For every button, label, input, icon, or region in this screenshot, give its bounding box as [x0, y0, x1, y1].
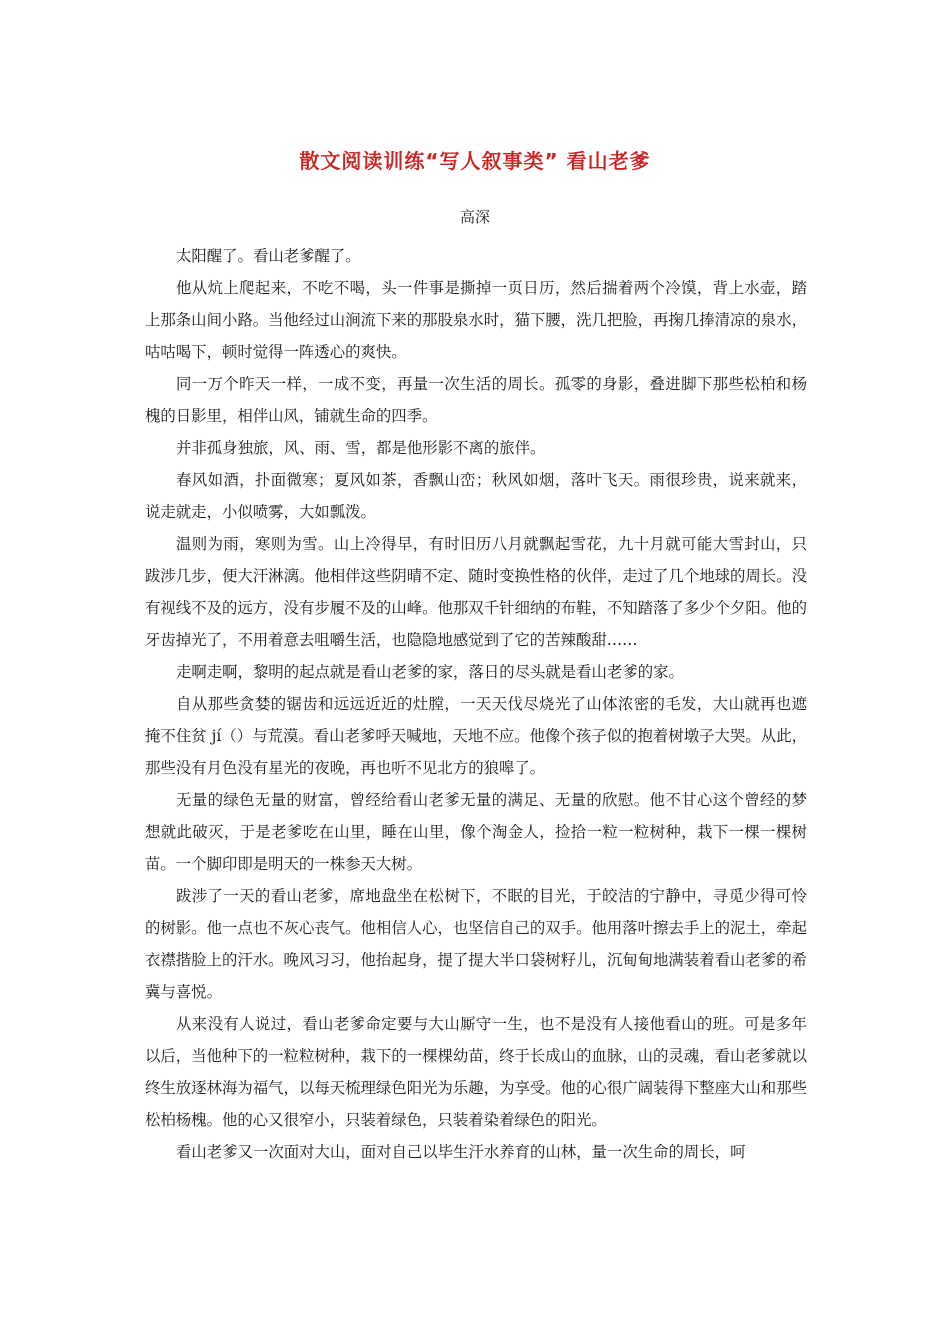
paragraph: 并非孤身独旅，风、雨、雪，都是他形影不离的旅伴。	[176, 439, 546, 457]
article-title: 散文阅读训练“写人叙事类” 看山老爹	[299, 149, 651, 173]
paragraph: 同一万个昨天一样，一成不变，再量一次生活的周长。孤零的身影，叠进脚下那些松柏和杨槐的日影里，相伴山风，铺就生命的四季。	[145, 375, 807, 425]
paragraph: 看山老爹又一次面对大山，面对自己以毕生汗水养育的山林，量一次生命的周长，呵	[176, 1143, 746, 1161]
paragraph: 春风如酒，扑面微寒；夏风如茶，香飘山峦；秋风如烟，落叶飞天。雨很珍贵，说来就来，说走就走，小似喷雾，大如瓢泼。	[145, 471, 807, 521]
paragraph: 自从那些贪婪的锯齿和远远近近的灶膛，一天天伐尽烧光了山体浓密的毛发，大山就再也遮掩不住贫 jí（）与荒漠。看山老爹呼天喊地，天地不应。他像个孩子似的抱着树墩子大哭。从此，那些没有月色没有星光的夜晚，再也听不见北方的狼嗥了。	[145, 695, 807, 777]
author-name: 高深	[459, 208, 490, 226]
paragraph: 他从炕上爬起来，不吃不喝，头一件事是撕掉一页日历，然后揣着两个冷馍，背上水壶，踏上那条山间小路。当他经过山涧流下来的那股泉水时，猫下腰，洗几把脸，再掬几捧清凉的泉水，咕咕喝下，顿时觉得一阵透心的爽快。	[145, 279, 807, 361]
paragraph: 太阳醒了。看山老爹醒了。	[176, 247, 361, 265]
paragraph: 温则为雨，寒则为雪。山上冷得早，有时旧历八月就飘起雪花，九十月就可能大雪封山，只跋涉几步，便大汗淋漓。他相伴这些阴晴不定、随时变换性格的伙伴，走过了几个地球的周长。没有视线不及的远方，没有步履不及的山峰。他那双千针细纳的布鞋，不知踏落了多少个夕阳。他的牙齿掉光了，不用着意去咀嚼生活，也隐隐地感觉到了它的苦辣酸甜……	[145, 535, 807, 649]
article-body	[145, 240, 807, 1168]
paragraph: 跋涉了一天的看山老爹，席地盘坐在松树下，不眠的目光，于皎洁的宁静中，寻觅少得可怜的树影。他一点也不灰心丧气。他相信人心，也坚信自己的双手。他用落叶擦去手上的泥土，牵起衣襟揩脸上的汗水。晚风习习，他抬起身，提了提大半口袋树籽儿，沉甸甸地满装着看山老爹的希冀与喜悦。	[145, 887, 807, 1001]
paragraph: 走啊走啊，黎明的起点就是看山老爹的家，落日的尽头就是看山老爹的家。	[176, 663, 684, 681]
paragraph: 无量的绿色无量的财富，曾经给看山老爹无量的满足、无量的欣慰。他不甘心这个曾经的梦想就此破灭，于是老爹吃在山里，睡在山里，像个淘金人，捡拾一粒一粒树种，栽下一棵一棵树苗。一个脚印即是明天的一株参天大树。	[145, 791, 807, 873]
paragraph: 从来没有人说过，看山老爹命定要与大山厮守一生，也不是没有人接他看山的班。可是多年以后，当他种下的一粒粒树种，栽下的一棵棵幼苗，终于长成山的血脉，山的灵魂，看山老爹就以终生放逐林海为福气，以每天梳理绿色阳光为乐趣，为享受。他的心很广阔装得下整座大山和那些松柏杨槐。他的心又很窄小，只装着绿色，只装着染着绿色的阳光。	[145, 1015, 807, 1129]
